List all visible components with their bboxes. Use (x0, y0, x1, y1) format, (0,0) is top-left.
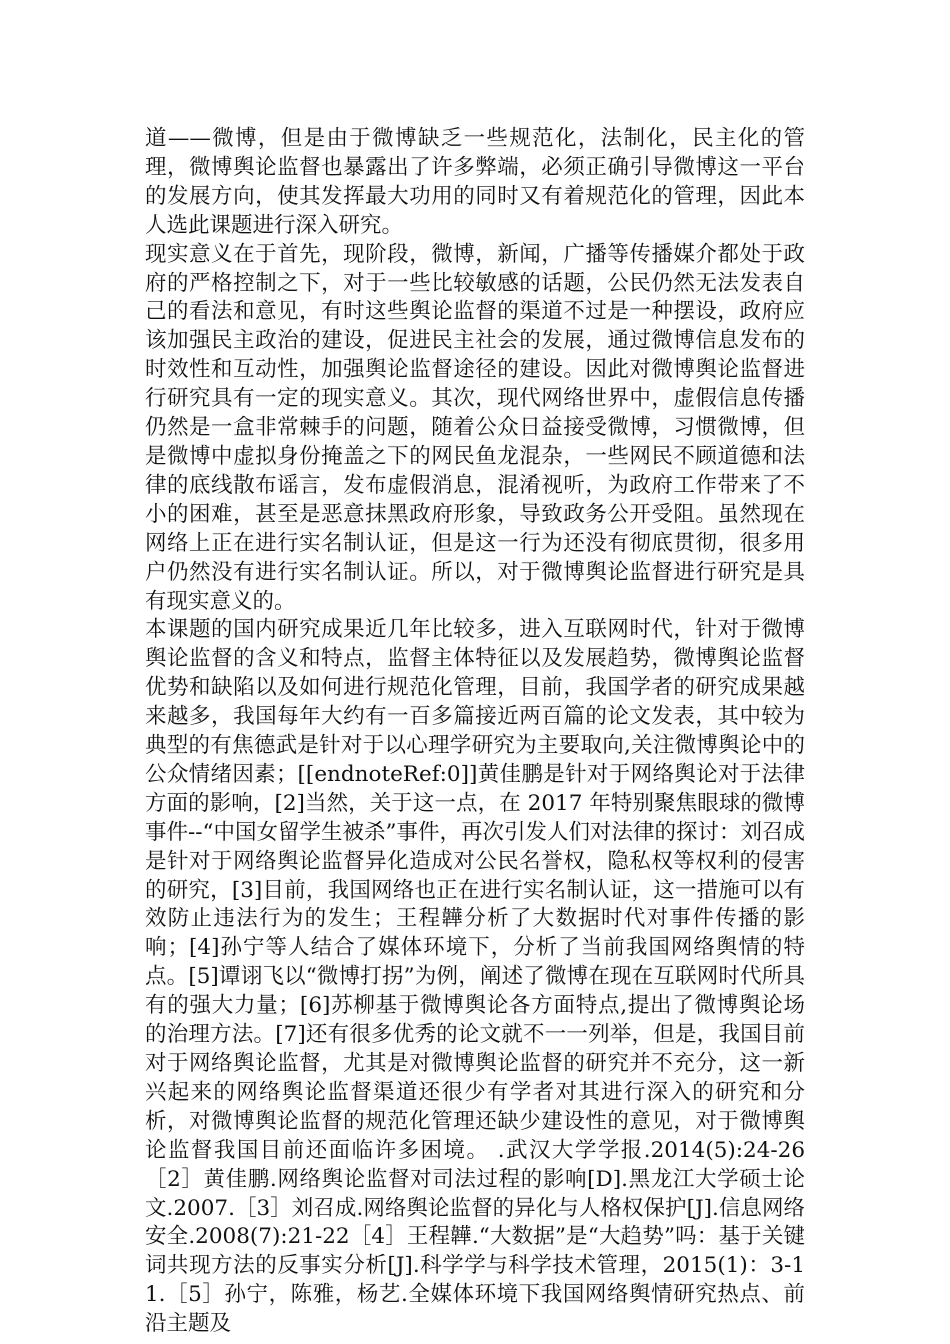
document-page (145, 125, 805, 1339)
paragraph-research-motivation: 道——微博，但是由于微博缺乏一些规范化，法制化，民主化的管理，微博舆论监督也暴露出了许多弊端，必须正确引导微博这一平台的发展方向，使其发挥最大功用的同时又有着规范化的管理，因此本人选此课题进行深入研究。 (145, 126, 805, 238)
paragraph-practical-significance: 现实意义在于首先，现阶段，微博，新闻，广播等传播媒介都处于政府的严格控制之下，对于一些比较敏感的话题，公民仍然无法发表自己的看法和意见，有时这些舆论监督的渠道不过是一种摆设，政府应该加强民主政治的建设，促进民主社会的发展，通过微博信息发布的时效性和互动性，加强舆论监督途径的建设。因此对微博舆论监督进行研究具有一定的现实意义。其次，现代网络世界中，虚假信息传播仍然是一盒非常棘手的问题，随着公众日益接受微博，习惯微博，但是微博中虚拟身份掩盖之下的网民鱼龙混杂，一些网民不顾道德和法律的底线散布谣言，发布虚假消息，混淆视听，为政府工作带来了不小的困难，甚至是恶意抹黑政府形象，导致政务公开受阻。虽然现在网络上正在进行实名制认证，但是这一行为还没有彻底贯彻，很多用户仍然没有进行实名制认证。所以，对于微博舆论监督进行研究是具有现实意义的。 (145, 241, 805, 614)
paragraph-literature-review: 本课题的国内研究成果近几年比较多，进入互联网时代，针对于微博舆论监督的含义和特点，监督主体特征以及发展趋势，微博舆论监督优势和缺陷以及如何进行规范化管理，目前，我国学者的研究成果越来越多，我国每年大约有一百多篇接近两百篇的论文发表，其中较为典型的有焦德武是针对于以心理学研究为主要取向,关注微博舆论中的公众情绪因素；[[endnoteRef:0]]黄佳鹏是针对于网络舆论对于法律方面的影响，[2]当然，关于这一点，在 2017 年特别聚焦眼球的微博事件--“中国女留学生被杀”事件，再次引发人们对法律的探讨：刘召成是针对于网络舆论监督异化造成对公民名誉权，隐私权等权利的侵害的研究，[3]目前，我国网络也正在进行实名制认证，这一措施可以有效防止违法行为的发生；王程韡分析了大数据时代对事件传播的影响；[4]孙宁等人结合了媒体环境下，分析了当前我国网络舆情的特点。[5]谭诩飞以“微博打拐”为例，阐述了微博在现在互联网时代所具有的强大力量；[6]苏柳基于微博舆论各方面特点,提出了微博舆论场的治理方法。[7]还有很多优秀的论文就不一一列举，但是，我国目前对于网络舆论监督，尤其是对微博舆论监督的研究并不充分，这一新兴起来的网络舆论监督渠道还很少有学者对其进行深入的研究和分析，对微博舆论监督的规范化管理还缺少建设性的意见，对于微博舆论监督我国目前还面临许多困境。 .武汉大学学报.2014(5):24-26［2］黄佳鹏.网络舆论监督对司法过程的影响[D].黑龙江大学硕士论文.2007.［3］刘召成.网络舆论监督的异化与人格权保护[J].信息网络安全.2008(7):21-22［4］王程韡.“大数据”是“大趋势”吗：基于关键词共现方法的反事实分析[J].科学学与科学技术管理，2015(1)：3-11.［5］孙宁，陈雅，杨艺.全媒体环境下我国网络舆情研究热点、前沿主题及 (145, 617, 806, 1337)
